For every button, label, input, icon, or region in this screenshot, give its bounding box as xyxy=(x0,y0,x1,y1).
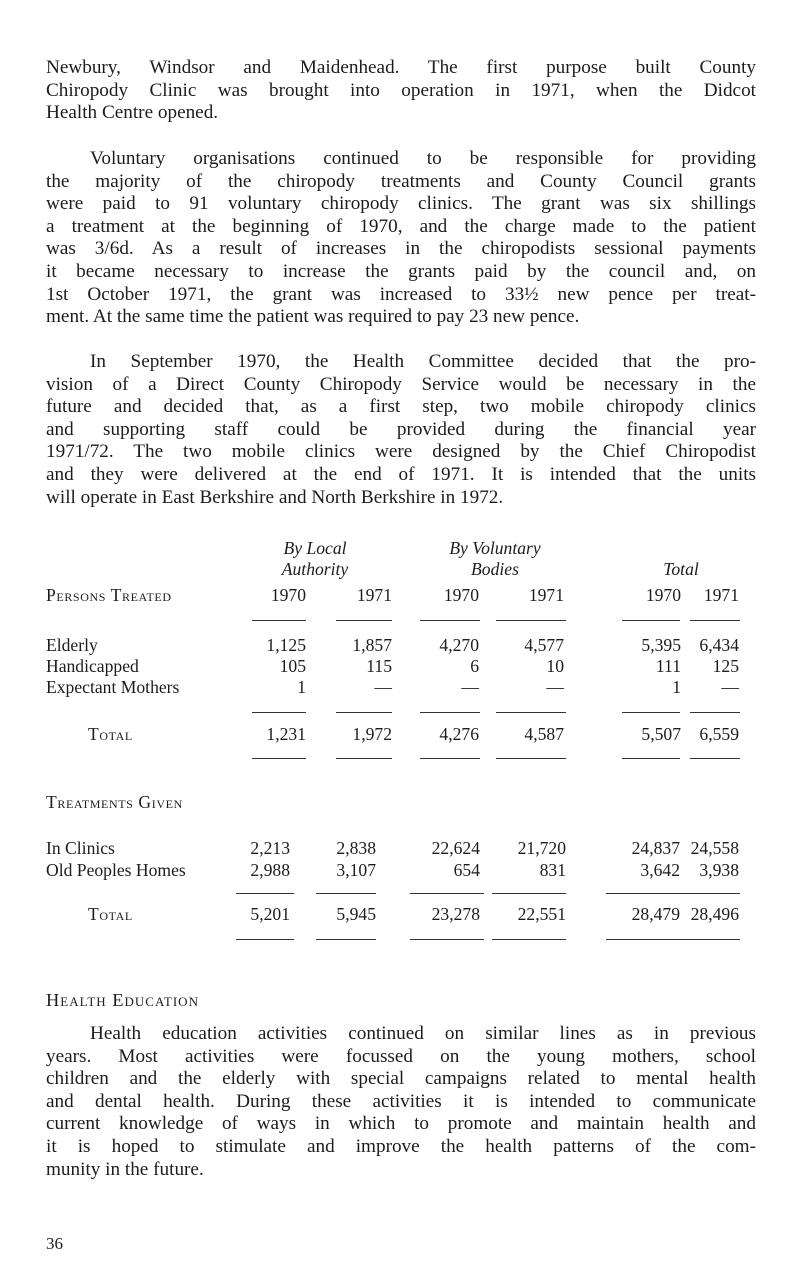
table-cell: 3,107 xyxy=(336,860,376,880)
health-education-heading: Health Education xyxy=(46,990,199,1010)
table-cell: 23,278 xyxy=(431,904,480,924)
text-line: current knowledge of ways in which to promote and maintain health and xyxy=(46,1113,756,1135)
text-line: a treatment at the beginning of 1970, and the charge made to the patient xyxy=(46,215,756,237)
table-cell: 111 xyxy=(655,656,681,676)
year-header: 1970 xyxy=(443,585,479,605)
table-cell: — xyxy=(374,677,392,697)
table-cell: 4,587 xyxy=(524,724,564,744)
row-label: Handicapped xyxy=(46,656,139,676)
table-cell: 5,507 xyxy=(641,724,681,744)
table-cell: 22,624 xyxy=(431,838,480,858)
table-cell: 24,837 xyxy=(631,838,680,858)
text-line: and dental health. During these activities it is intended to communicate xyxy=(46,1090,756,1112)
table-cell: — xyxy=(461,677,479,697)
text-line: 1st October 1971, the grant was increased to 33½ new pence per treat- xyxy=(46,283,756,305)
table-cell: 5,395 xyxy=(641,635,681,655)
table-cell: 2,988 xyxy=(250,860,290,880)
text-line: Newbury, Windsor and Maidenhead. The first purpose built County xyxy=(46,57,756,78)
table-cell: 125 xyxy=(712,656,739,676)
row-label: Old Peoples Homes xyxy=(46,860,186,880)
table-cell: 1,231 xyxy=(266,724,306,744)
text-line: children and the elderly with special campaigns related to mental health xyxy=(46,1068,756,1090)
header-total: Total xyxy=(663,559,699,579)
paragraph-4 xyxy=(46,1023,756,1181)
header-voluntary-bodies: By Voluntary xyxy=(449,538,541,558)
text-line: Health Centre opened. xyxy=(46,102,219,124)
table-cell: 5,945 xyxy=(336,904,376,924)
table-cell: 654 xyxy=(453,860,480,880)
text-line: will operate in East Berkshire and North Berkshire in 1972. xyxy=(46,486,504,508)
table-cell: 1 xyxy=(297,677,306,697)
table-cell: 2,838 xyxy=(336,838,376,858)
table-cell: 1,125 xyxy=(266,635,306,655)
table-cell: 28,496 xyxy=(690,904,739,924)
text-line: was 3/6d. As a result of increases in the chiropodists sessional payments xyxy=(46,238,756,260)
treatments-given-heading: Treatments Given xyxy=(46,792,183,812)
table-cell: 4,270 xyxy=(439,635,479,655)
text-line: and they were delivered at the end of 1971. It is intended that the units xyxy=(46,463,756,485)
text-line: Health education activities continued on similar lines as in previous xyxy=(90,1023,756,1044)
row-label: Elderly xyxy=(46,635,98,655)
year-header: 1971 xyxy=(356,585,392,605)
paragraph-3 xyxy=(46,351,756,509)
row-label-total: Total xyxy=(88,724,133,744)
text-line: 1971/72. The two mobile clinics were designed by the Chief Chiropodist xyxy=(46,441,756,463)
text-line: Voluntary organisations continued to be responsible for providing xyxy=(90,148,756,169)
text-line: and supporting staff could be provided during the financial year xyxy=(46,418,756,440)
table-cell: 22,551 xyxy=(517,904,566,924)
paragraph-2 xyxy=(46,148,756,329)
table-cell: 831 xyxy=(539,860,566,880)
table-cell: 4,577 xyxy=(524,635,564,655)
table-cell: 24,558 xyxy=(690,838,739,858)
header-voluntary-bodies-2: Bodies xyxy=(471,559,519,579)
table-cell: 1 xyxy=(672,677,681,697)
table-cell: 115 xyxy=(366,656,392,676)
table-cell: 3,642 xyxy=(640,860,680,880)
persons-treated-heading: Persons Treated xyxy=(46,585,172,605)
text-line: it is hoped to stimulate and improve the health patterns of the com- xyxy=(46,1135,756,1157)
table-cell: 21,720 xyxy=(517,838,566,858)
year-header: 1971 xyxy=(703,585,739,605)
table-cell: 5,201 xyxy=(250,904,290,924)
table-cell: 1,857 xyxy=(352,635,392,655)
text-line: munity in the future. xyxy=(46,1158,204,1180)
text-line: years. Most activities were focussed on the young mothers, school xyxy=(46,1045,756,1067)
year-header: 1970 xyxy=(270,585,306,605)
row-label: In Clinics xyxy=(46,838,115,858)
table-cell: 4,276 xyxy=(439,724,479,744)
table-cell: 1,972 xyxy=(352,724,392,744)
paragraph-1 xyxy=(46,57,756,125)
table-cell: 10 xyxy=(546,656,564,676)
text-line: were paid to 91 voluntary chiropody clinics. The grant was six shillings xyxy=(46,193,756,215)
table-cell: — xyxy=(546,677,564,697)
table-cell: — xyxy=(721,677,739,697)
text-line: it became necessary to increase the grants paid by the council and, on xyxy=(46,260,756,282)
header-local-authority-2: Authority xyxy=(281,559,349,579)
page-number: 36 xyxy=(46,1234,63,1253)
row-label-total: Total xyxy=(88,904,133,924)
table-cell: 6,559 xyxy=(699,724,739,744)
year-header: 1970 xyxy=(645,585,681,605)
table-cell: 105 xyxy=(279,656,306,676)
header-local-authority: By Local xyxy=(283,538,347,558)
table-cell: 6 xyxy=(470,656,479,676)
text-line: ment. At the same time the patient was required to pay 23 new pence. xyxy=(46,306,580,328)
table-cell: 2,213 xyxy=(250,838,290,858)
table-cell: 3,938 xyxy=(699,860,739,880)
row-label: Expectant Mothers xyxy=(46,677,180,697)
text-line: future and decided that, as a first step, two mobile chiropody clinics xyxy=(46,396,756,418)
year-header: 1971 xyxy=(528,585,564,605)
text-line: In September 1970, the Health Committee decided that the pro- xyxy=(90,351,756,372)
text-line: vision of a Direct County Chiropody Service would be necessary in the xyxy=(46,373,756,395)
text-line: the majority of the chiropody treatments and County Council grants xyxy=(46,170,756,192)
text-line: Chiropody Clinic was brought into operation in 1971, when the Didcot xyxy=(46,79,756,101)
table-cell: 6,434 xyxy=(699,635,739,655)
table-cell: 28,479 xyxy=(631,904,680,924)
